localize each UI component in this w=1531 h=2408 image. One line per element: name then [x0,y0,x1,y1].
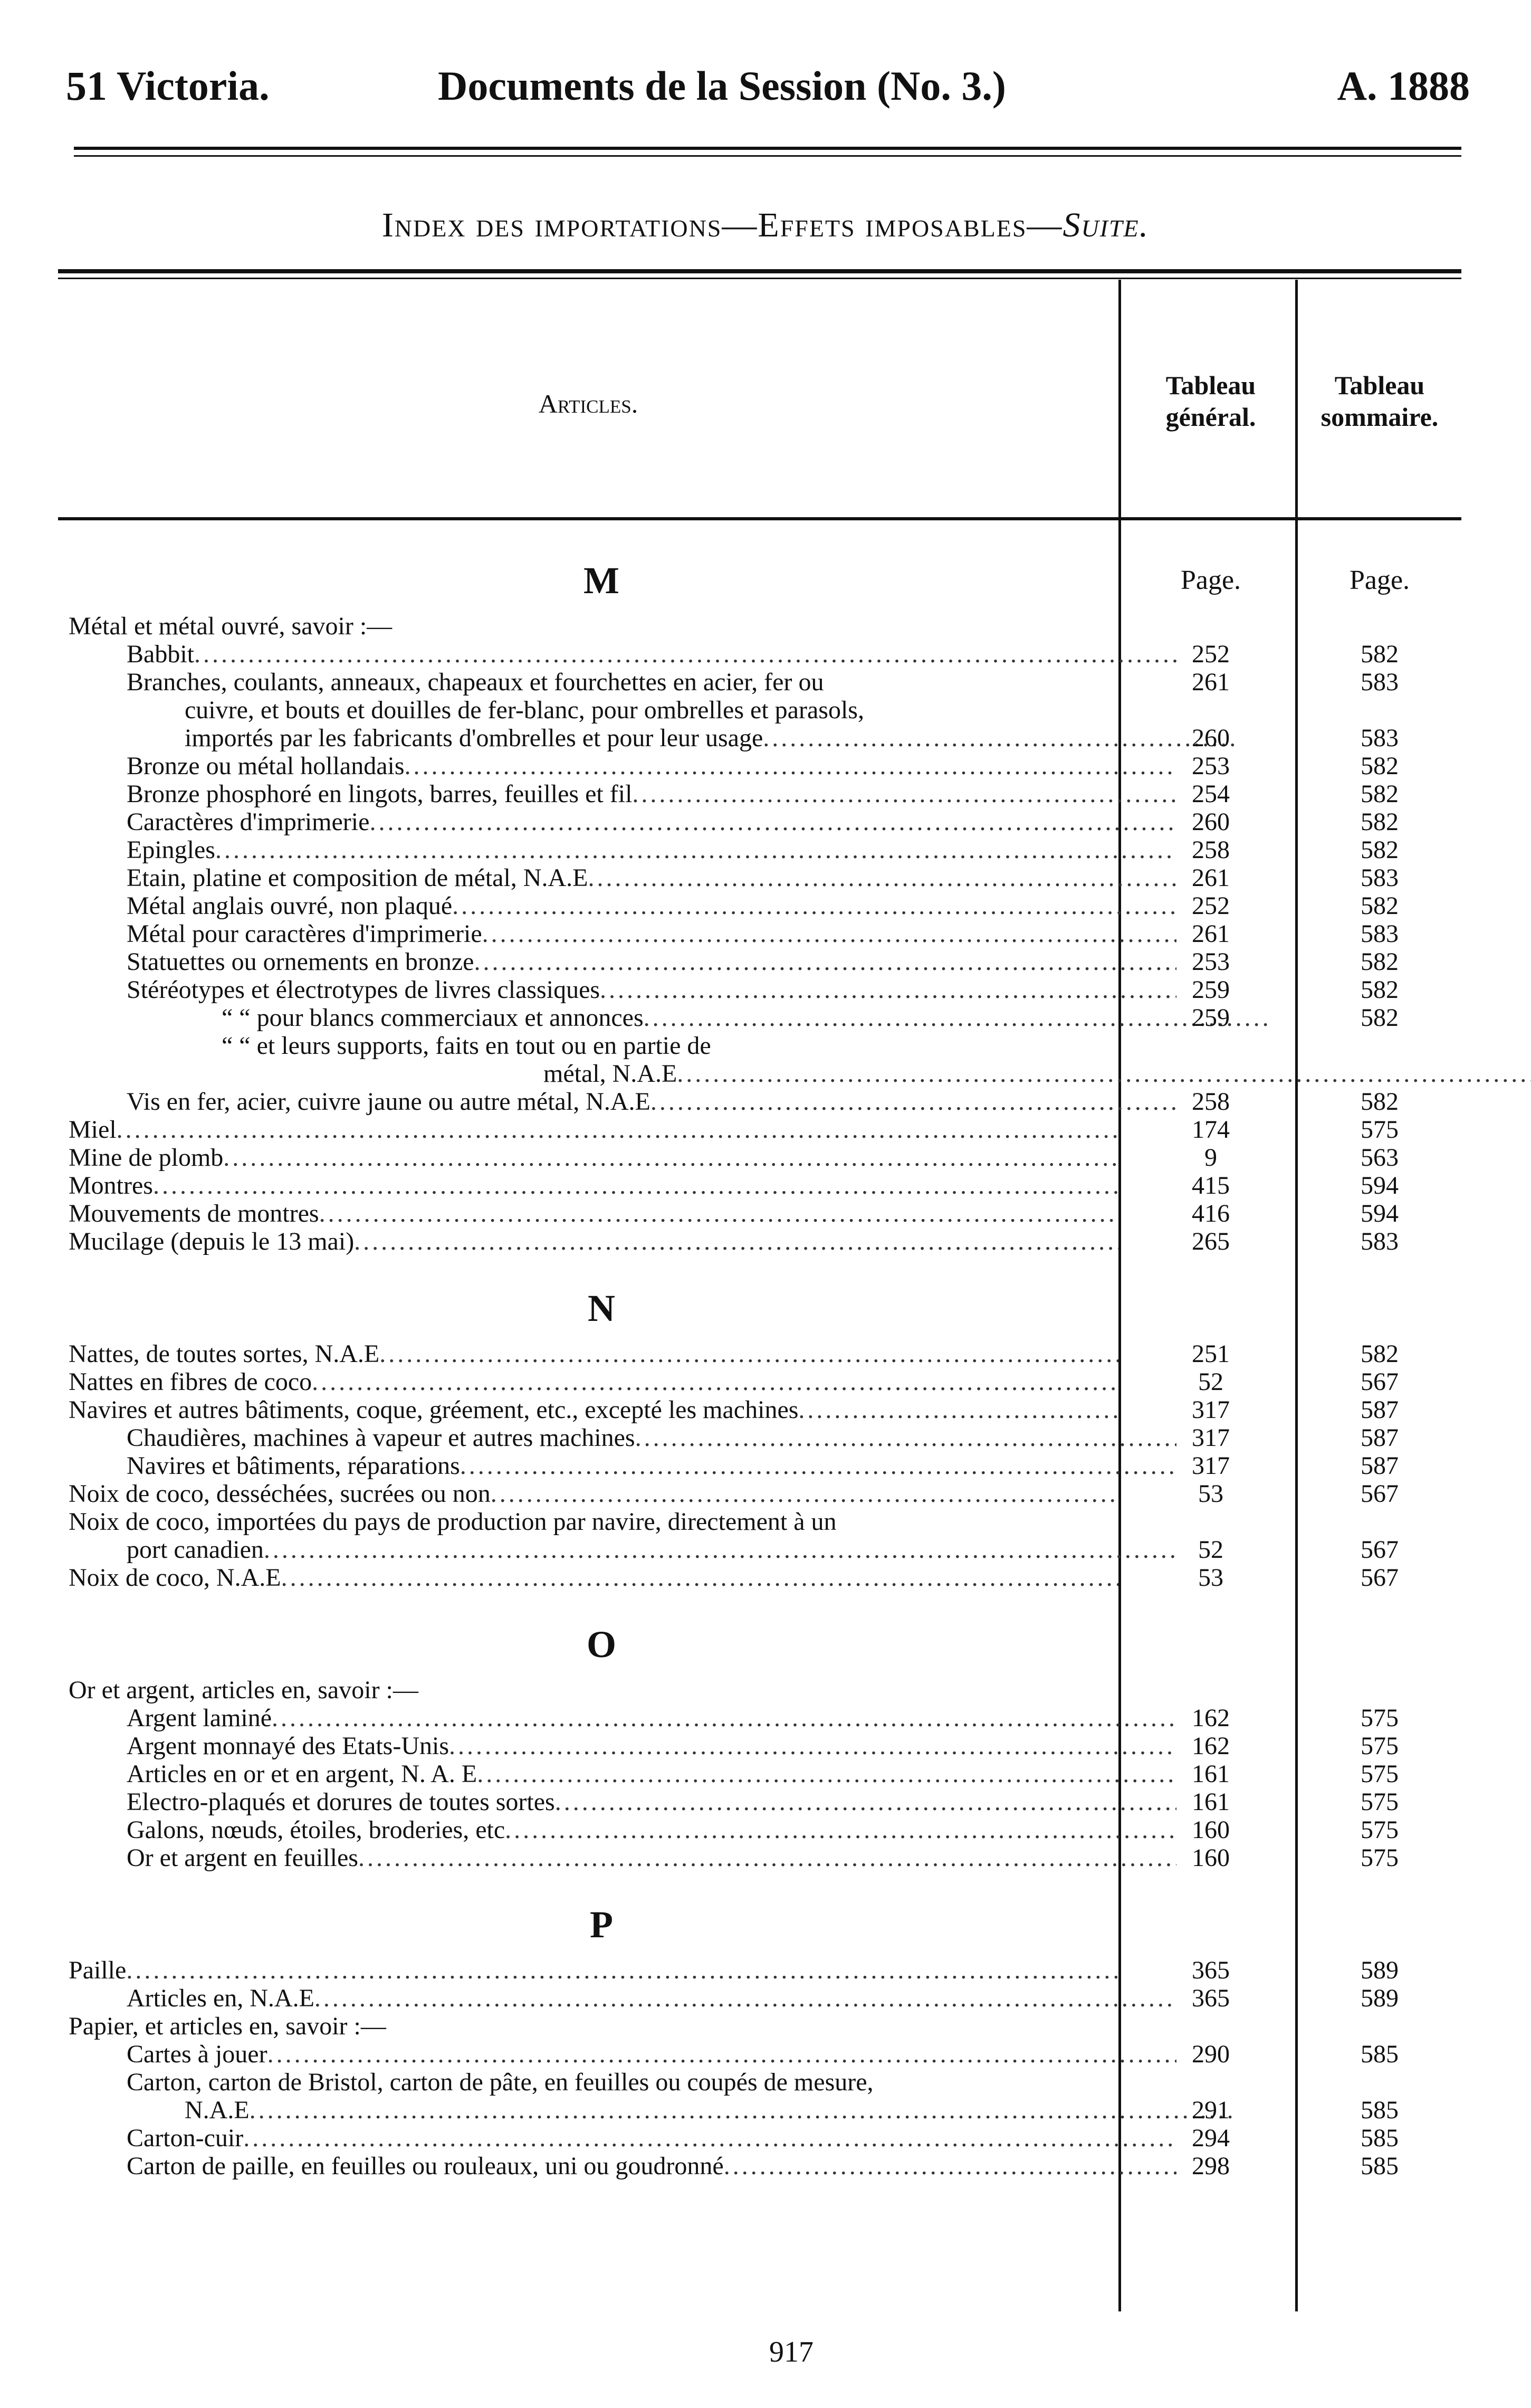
entry-label [69,780,1176,808]
tableau-general-page: 252 [1192,892,1230,920]
entry-label [69,1004,1271,1032]
tableau-general-page: 253 [1192,948,1230,976]
index-entry-row [69,836,1461,864]
dot-leader [677,1060,1531,1088]
index-entry-row [69,1172,1461,1200]
tableau-general-page: 162 [1192,1732,1230,1760]
entry-label [69,1144,1118,1172]
entry-text: Or et argent, articles en, savoir :— [69,1676,418,1704]
entry-text: Mine de plomb [69,1144,224,1172]
dot-leader [474,948,1176,976]
dot-leader [281,1564,1118,1592]
entry-label [69,2096,1235,2124]
tableau-general-page: 317 [1192,1396,1230,1424]
tableau-general-page: 294 [1192,2124,1230,2152]
tableau-general-page: 252 [1192,640,1230,668]
dot-leader [837,1508,1118,1536]
dot-leader [194,640,1176,668]
dot-leader [379,1340,1118,1368]
entry-label [69,1676,1118,1704]
dot-leader [724,2152,1176,2180]
entry-label [69,1956,1118,1984]
section-gap [69,1255,1461,1277]
entry-label [69,2012,1118,2040]
tableau-general-page: 259 [1192,1004,1230,1032]
section-letter-text: M [583,559,619,602]
dot-leader [267,2040,1176,2068]
tableau-sommaire-page: 567 [1361,1368,1399,1396]
tableau-general-page: 317 [1192,1424,1230,1452]
tableau-sommaire-page: 583 [1361,920,1399,948]
entry-label [69,1704,1176,1732]
tableau-general-page: 161 [1192,1760,1230,1788]
entry-label [69,892,1176,920]
entry-label [69,1032,1271,1060]
entry-text: Carton de paille, en feuilles ou rouleaux, uni ou goudronné [127,2152,724,2180]
dot-leader [215,836,1176,864]
entry-text: Branches, coulants, anneaux, chapeaux et fourchettes en acier, fer ou [127,668,824,696]
entry-label [69,2068,1176,2096]
section-letter-row [69,1277,1461,1340]
header-rule-thick [74,147,1461,150]
tableau-sommaire-page: 583 [1361,1227,1399,1255]
tableau-general-page: 160 [1192,1816,1230,1844]
entry-text: Montres [69,1172,153,1200]
entry-label [69,808,1176,836]
section-letter-row [69,1893,1461,1956]
dot-leader [319,1200,1118,1227]
column-header-tableau-general: Tableau général. [1165,370,1256,432]
tableau-sommaire-page: 575 [1361,1732,1399,1760]
tableau-sommaire-page: 567 [1361,1564,1399,1592]
tableau-general-page: 416 [1192,1200,1230,1227]
tableau-general-page: 290 [1192,2040,1230,2068]
index-entry-row [69,1452,1461,1480]
entry-text: Nattes en fibres de coco [69,1368,312,1396]
index-entry-row [69,920,1461,948]
dot-leader [874,2068,1176,2096]
entry-label [69,1340,1118,1368]
entry-text: “ “ pour blancs commerciaux et annonces [222,1004,644,1032]
dot-leader [711,1032,1271,1060]
tableau-general-page: 258 [1192,836,1230,864]
entry-text: “ “ et leurs supports, faits en tout ou en partie de [222,1032,711,1060]
index-entry-row [69,1732,1461,1760]
tableau-general-page: 53 [1198,1480,1223,1508]
index-entry-row [69,1760,1461,1788]
dot-leader [358,1844,1176,1872]
tableau-general-page: 317 [1192,1452,1230,1480]
header-right: A. 1888 [1337,63,1470,109]
index-entry-row [69,1004,1461,1032]
entry-label [69,1732,1176,1760]
dot-leader [386,2012,1118,2040]
index-entry-row [69,612,1461,640]
tableau-general-page: 265 [1192,1227,1230,1255]
index-entry-row [69,864,1461,892]
index-entry-row [69,1227,1461,1255]
entry-label [69,752,1176,780]
entry-label [69,1536,1176,1564]
entry-text: port canadien [127,1536,264,1564]
tableau-sommaire-page: 575 [1361,1760,1399,1788]
index-entry-row [69,1396,1461,1424]
entry-text: Chaudières, machines à vapeur et autres machines [127,1424,635,1452]
tableau-sommaire-page: 567 [1361,1480,1399,1508]
dot-leader [449,1732,1176,1760]
index-entry-row [69,948,1461,976]
index-entry-row [69,780,1461,808]
entry-text: Noix de coco, importées du pays de production par navire, directement à un [69,1508,837,1536]
tableau-general-page: 260 [1192,808,1230,836]
entry-text: Paille [69,1956,127,1984]
tableau-general-page: 415 [1192,1172,1230,1200]
index-entry-row [69,2124,1461,2152]
index-entry-row [69,1536,1461,1564]
index-entry-row [69,1424,1461,1452]
dot-leader [650,1088,1176,1116]
tableau-sommaire-page: 583 [1361,864,1399,892]
index-entry-row [69,1144,1461,1172]
index-entry-row [69,976,1461,1004]
tableau-sommaire-page: 582 [1361,892,1399,920]
section-letter [69,1893,1134,1956]
section-gap [69,1872,1461,1893]
dot-leader [272,1704,1176,1732]
entry-text: Bronze phosphoré en lingots, barres, feuilles et fil [127,780,633,808]
entry-label [69,864,1176,892]
entry-label [69,920,1176,948]
column-header-rule [58,517,1461,520]
entry-label [69,724,1235,752]
entry-text: Articles en, N.A.E [127,1984,314,2012]
index-entry-row [69,1676,1461,1704]
tableau-sommaire-page: 587 [1361,1452,1399,1480]
dot-leader [418,1676,1118,1704]
entry-text: Cartes à jouer [127,2040,267,2068]
entry-text: Noix de coco, desséchées, sucrées ou non [69,1480,491,1508]
section-letter-row [69,1613,1461,1676]
dot-leader [555,1788,1176,1816]
entry-text: métal, N.A.E [543,1060,677,1088]
entry-label [69,1452,1176,1480]
tableau-sommaire-page: 582 [1361,808,1399,836]
entry-text: Métal pour caractères d'imprimerie [127,920,482,948]
entry-text: Miel [69,1116,117,1144]
entry-label [69,1396,1118,1424]
section-gap [69,1592,1461,1613]
entry-label [69,1564,1118,1592]
index-title-main: Index des importations—Effets imposables— [381,206,1063,244]
entry-text: Electro-plaqués et dorures de toutes sortes [127,1788,555,1816]
tableau-sommaire-page: 582 [1361,640,1399,668]
dot-leader [477,1760,1176,1788]
dot-leader [243,2124,1176,2152]
tableau-sommaire-page: 582 [1361,976,1399,1004]
entry-text: Galons, nœuds, étoiles, broderies, etc [127,1816,505,1844]
column-header-tableau-sommaire: Tableau sommaire. [1321,370,1439,432]
index-table-body [69,549,1461,2180]
index-title-suite: Suite. [1063,206,1150,244]
index-entry-row [69,640,1461,668]
tableau-sommaire-page: 585 [1361,2152,1399,2180]
index-entry-row [69,2068,1461,2096]
table-top-rule [58,269,1461,273]
tableau-sommaire-page: 587 [1361,1424,1399,1452]
index-entry-row [69,2096,1461,2124]
entry-label [69,1368,1118,1396]
entry-text: Mucilage (depuis le 13 mai) [69,1227,355,1255]
dot-leader [264,1536,1176,1564]
entry-text: Navires et autres bâtiments, coque, gréement, etc., excepté les machines [69,1396,799,1424]
entry-text: Papier, et articles en, savoir :— [69,2012,386,2040]
entry-label [69,2040,1176,2068]
index-title [0,196,1531,254]
tableau-sommaire-page: 575 [1361,1816,1399,1844]
entry-text: Mouvements de montres [69,1200,319,1227]
tableau-sommaire-page: 575 [1361,1788,1399,1816]
section-letter-row [69,549,1461,612]
tableau-sommaire-page: 594 [1361,1172,1399,1200]
section-letter-text: O [586,1623,616,1665]
tableau-sommaire-page: 589 [1361,1956,1399,1984]
entry-label [69,1060,1531,1088]
index-entry-row [69,1200,1461,1227]
tableau-sommaire-page: 594 [1361,1200,1399,1227]
dot-leader [314,1984,1176,2012]
tableau-general-page: 161 [1192,1788,1230,1816]
index-entry-row [69,1116,1461,1144]
entry-text: Vis en fer, acier, cuivre jaune ou autre métal, N.A.E [127,1088,650,1116]
dot-leader [223,1144,1118,1172]
tableau-general-page: 259 [1192,976,1230,1004]
dot-leader [117,1116,1118,1144]
tableau-general-page: 254 [1192,780,1230,808]
index-entry-row [69,808,1461,836]
dot-leader [600,976,1176,1004]
dot-leader [632,780,1176,808]
entry-label [69,836,1176,864]
section-letter [69,1277,1134,1340]
tableau-general-page: 261 [1192,920,1230,948]
entry-label [69,1088,1176,1116]
tableau-general-page: 261 [1192,864,1230,892]
tableau-sommaire-page: 582 [1361,836,1399,864]
section-letter [69,549,1134,612]
entry-text: Argent monnayé des Etats-Unis [127,1732,449,1760]
entry-text: Métal anglais ouvré, non plaqué [127,892,453,920]
entry-label [69,2124,1176,2152]
dot-leader [126,1956,1118,1984]
entry-text: Babbit [127,640,194,668]
tableau-general-page: 291 [1192,2096,1230,2124]
tableau-general-page: 52 [1198,1368,1223,1396]
entry-text: importés par les fabricants d'ombrelles et pour leur usage [185,724,763,752]
header-center: Documents de la Session (No. 3.) [438,63,1006,109]
dot-leader [798,1396,1118,1424]
dot-leader [452,892,1176,920]
tableau-sommaire-page: Page. [1349,565,1410,595]
index-entry-row [69,1032,1461,1060]
entry-text: Navires et bâtiments, réparations [127,1452,460,1480]
tableau-sommaire-page: 563 [1361,1144,1399,1172]
dot-leader [392,612,1118,640]
entry-label [69,1116,1118,1144]
entry-label [69,1200,1118,1227]
tableau-sommaire-page: 582 [1361,780,1399,808]
tableau-sommaire-page: 585 [1361,2040,1399,2068]
column-header-articles: Articles. [538,389,638,418]
index-entry-row [69,1788,1461,1816]
index-entry-row [69,696,1461,724]
entry-text: N.A.E [185,2096,250,2124]
index-entry-row [69,1984,1461,2012]
tableau-general-page: 365 [1192,1956,1230,1984]
tableau-general-page: 52 [1198,1536,1223,1564]
dot-leader [405,752,1176,780]
tableau-sommaire-page: 582 [1361,1004,1399,1032]
page-header [0,57,1531,115]
tableau-general-page: 162 [1192,1704,1230,1732]
index-entry-row [69,1508,1461,1536]
tableau-sommaire-page: 585 [1361,2124,1399,2152]
index-entry-row [69,2012,1461,2040]
tableau-general-page: 251 [1192,1340,1230,1368]
entry-label [69,1508,1118,1536]
entry-text: Statuettes ou ornements en bronze [127,948,474,976]
tableau-sommaire-page: 583 [1361,724,1399,752]
index-entry-row [69,1340,1461,1368]
index-entry-row [69,2040,1461,2068]
tableau-general-page: 261 [1192,668,1230,696]
tableau-sommaire-page: 587 [1361,1396,1399,1424]
entry-text: Etain, platine et composition de métal, N.A.E [127,864,588,892]
tableau-sommaire-page: 582 [1361,1340,1399,1368]
tableau-general-page: 174 [1192,1116,1230,1144]
dot-leader [153,1172,1118,1200]
tableau-sommaire-page: 582 [1361,752,1399,780]
entry-text: Noix de coco, N.A.E [69,1564,281,1592]
entry-label [69,1816,1176,1844]
tableau-general-page: 298 [1192,2152,1230,2180]
entry-label [69,612,1118,640]
dot-leader [635,1424,1176,1452]
entry-label [69,1172,1118,1200]
tableau-general-page: 260 [1192,724,1230,752]
dot-leader [460,1452,1176,1480]
dot-leader [491,1480,1118,1508]
index-entry-row [69,1704,1461,1732]
entry-label [69,2152,1176,2180]
dot-leader [482,920,1176,948]
page-number: 917 [769,2336,814,2368]
index-entry-row [69,752,1461,780]
entry-text: Argent laminé [127,1704,272,1732]
index-entry-row [69,1060,1461,1088]
header-rule-thin [74,155,1461,157]
entry-text: cuivre, et bouts et douilles de fer-blanc, pour ombrelles et parasols, [185,696,864,724]
entry-label [69,1227,1118,1255]
index-entry-row [69,1956,1461,1984]
index-entry-row [69,1088,1461,1116]
tableau-sommaire-page: 575 [1361,1844,1399,1872]
tableau-general-page: 258 [1192,1088,1230,1116]
tableau-sommaire-page: 567 [1361,1536,1399,1564]
dot-leader [354,1227,1118,1255]
tableau-general-page: 53 [1198,1564,1223,1592]
entry-label [69,1424,1176,1452]
entry-text: Métal et métal ouvré, savoir :— [69,612,393,640]
tableau-general-page: 9 [1204,1144,1217,1172]
dot-leader [312,1368,1118,1396]
entry-label [69,1844,1176,1872]
tableau-general-page: 365 [1192,1984,1230,2012]
index-entry-row [69,1564,1461,1592]
entry-text: Bronze ou métal hollandais [127,752,405,780]
entry-label [69,948,1176,976]
tableau-sommaire-page: 582 [1361,948,1399,976]
entry-text: Epingles [127,836,215,864]
tableau-general-page: 253 [1192,752,1230,780]
tableau-sommaire-page: 583 [1361,668,1399,696]
index-entry-row [69,2152,1461,2180]
index-entry-row [69,668,1461,696]
entry-label [69,1760,1176,1788]
header-left: 51 Victoria. [66,63,270,109]
dot-leader [588,864,1176,892]
index-entry-row [69,892,1461,920]
entry-label [69,976,1176,1004]
section-letter-text: N [588,1287,615,1329]
entry-text: Carton-cuir [127,2124,244,2152]
entry-text: Carton, carton de Bristol, carton de pâte, en feuilles ou coupés de mesure, [127,2068,874,2096]
entry-label [69,696,1235,724]
index-entry-row [69,1368,1461,1396]
tableau-sommaire-page: 575 [1361,1116,1399,1144]
tableau-general-page: 160 [1192,1844,1230,1872]
index-entry-row [69,1480,1461,1508]
entry-label [69,1788,1176,1816]
dot-leader [864,696,1235,724]
entry-text: Articles en or et en argent, N. A. E [127,1760,477,1788]
index-entry-row [69,1844,1461,1872]
dot-leader [369,808,1176,836]
tableau-sommaire-page: 589 [1361,1984,1399,2012]
entry-label [69,1984,1176,2012]
dot-leader [250,2096,1235,2124]
section-letter-text: P [590,1903,613,1946]
table-top-rule-thin [58,278,1461,279]
entry-text: Nattes, de toutes sortes, N.A.E [69,1340,380,1368]
entry-label [69,668,1176,696]
tableau-sommaire-page: 575 [1361,1704,1399,1732]
entry-text: Or et argent en feuilles [127,1844,358,1872]
tableau-sommaire-page: 582 [1361,1088,1399,1116]
index-entry-row [69,724,1461,752]
tableau-general-page: Page. [1180,565,1241,595]
index-entry-row [69,1816,1461,1844]
entry-label [69,640,1176,668]
entry-text: Stéréotypes et électrotypes de livres classiques [127,976,600,1004]
section-letter [69,1613,1134,1676]
tableau-sommaire-page: 585 [1361,2096,1399,2124]
entry-text: Caractères d'imprimerie [127,808,370,836]
entry-label [69,1480,1118,1508]
dot-leader [505,1816,1176,1844]
